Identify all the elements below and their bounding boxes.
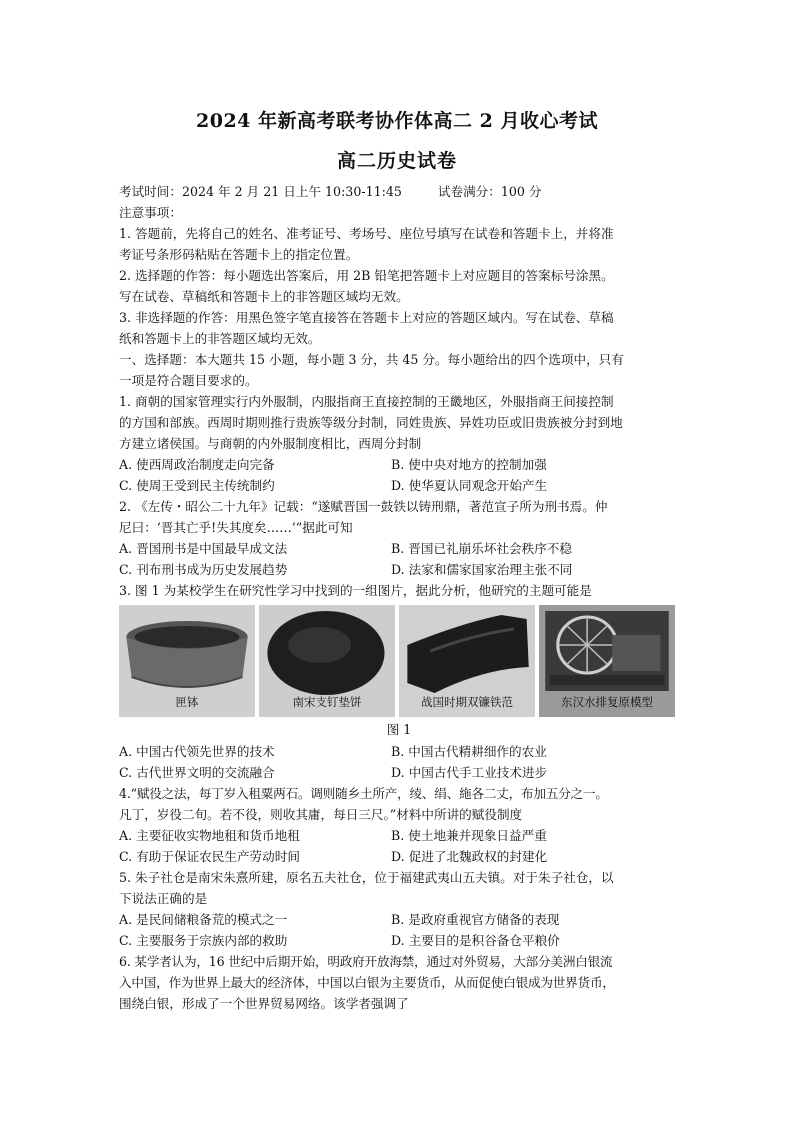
option-c[interactable]: C. 主要服务于宗族内部的救助 (119, 933, 288, 948)
question-2-stem: 2. 《左传・昭公二十九年》记载：“遂赋晋国一鼓铁以铸刑鼎，著范宣子所为刑书焉。仲 (119, 499, 608, 514)
notice-line: 2. 选择题的作答：每小题选出答案后，用 2B 铅笔把答题卡上对应题目的答案标号涂黑。 (119, 268, 614, 283)
question-6-stem: 入中国，作为世界上最大的经济体，中国以白银为主要货币，从而促使白银成为世界货币， (119, 975, 615, 990)
notice-line: 1. 答题前，先将自己的姓名、准考证号、考场号、座位号填写在试卷和答题卡上，并将准 (119, 226, 614, 241)
option-d[interactable]: D. 中国古代手工业技术进步 (391, 765, 548, 780)
option-b[interactable]: B. 使土地兼并现象日益严重 (391, 828, 547, 843)
question-3-stem: 3. 图 1 为某校学生在研究性学习中找到的一组图片，据此分析，他研究的主题可能是 (119, 583, 592, 598)
figure-1 (119, 605, 675, 717)
exam-title: 2024 年新高考联考协作体高二 2 月收心考试 (196, 110, 598, 132)
question-2-options (119, 559, 679, 580)
section-heading: 一、选择题：本大题共 15 小题，每小题 3 分，共 45 分。每小题给出的四个选项中，只有 (119, 352, 624, 367)
option-c[interactable]: C. 刊布刑书成为历史发展趋势 (119, 562, 288, 577)
waterwheel-photo-icon (539, 605, 675, 717)
option-b[interactable]: B. 中国古代精耕细作的农业 (391, 744, 547, 759)
option-a[interactable]: A. 中国古代领先世界的技术 (119, 744, 275, 759)
figure-caption: 图 1 (386, 722, 412, 737)
question-3-options (119, 741, 679, 762)
question-3-options (119, 762, 679, 783)
section-heading: 一项是符合题目要求的。 (119, 373, 258, 388)
question-5-stem: 5. 朱子社仓是南宋朱熹所建，原名五夫社仓，位于福建武夷山五夫镇。对于朱子社仓，以 (119, 870, 614, 885)
paper-subtitle: 高二历史试卷 (336, 150, 457, 172)
image-label: 南宋支钉垫饼 (292, 695, 362, 709)
option-a[interactable]: A. 主要征收实物地租和货币地租 (119, 828, 300, 843)
notice-line: 写在试卷、草稿纸和答题卡上的非答题区域均无效。 (119, 289, 409, 304)
option-d[interactable]: D. 使华夏认同观念开始产生 (391, 478, 548, 493)
question-2-options (119, 538, 679, 559)
exam-info (119, 181, 679, 202)
question-1-stem: 的方国和部族。西周时期则推行贵族等级分封制，同姓贵族、异姓功臣或旧贵族被分封到地 (119, 415, 623, 430)
option-a[interactable]: A. 晋国刑书是中国最早成文法 (119, 541, 288, 556)
option-a[interactable]: A. 使西周政治制度走向完备 (119, 457, 275, 472)
question-2-stem: 尼曰：‘晋其亡乎!失其度矣……’”据此可知 (119, 520, 353, 535)
image-label: 东汉水排复原模型 (561, 695, 653, 709)
option-b[interactable]: B. 晋国已礼崩乐坏社会秩序不稳 (391, 541, 572, 556)
bowl-photo-icon (119, 605, 255, 717)
question-5-options (119, 930, 679, 951)
option-b[interactable]: B. 使中央对地方的控制加强 (391, 457, 547, 472)
option-c[interactable]: C. 使周王受到民主传统制约 (119, 478, 275, 493)
option-a[interactable]: A. 是民间储粮备荒的模式之一 (119, 912, 288, 927)
question-1-options (119, 475, 679, 496)
question-5-options (119, 909, 679, 930)
question-5-stem: 下说法正确的是 (119, 891, 208, 906)
question-4-options (119, 846, 679, 867)
question-6-stem: 6. 某学者认为，16 世纪中后期开始，明政府开放海禁，通过对外贸易，大部分美洲白银流 (119, 954, 613, 969)
option-d[interactable]: D. 主要目的是积谷备仓平粮价 (391, 933, 560, 948)
question-4-stem: 4.“赋役之法，每丁岁入租粟两石。调则随乡土所产，绫、绢、絁各二丈，布加五分之一。 (119, 786, 608, 801)
question-6-stem: 围绕白银，形成了一个世界贸易网络。该学者强调了 (119, 996, 409, 1011)
notice-line: 纸和答题卡上的非答题区域均无效。 (119, 331, 321, 346)
question-1-stem: 方建立诸侯国。与商朝的内外服制度相比，西周分封制 (119, 436, 422, 451)
notice-line: 考证号条形码粘贴在答题卡上的指定位置。 (119, 247, 359, 262)
question-1-stem: 1. 商朝的国家管理实行内外服制，内服指商王直接控制的王畿地区，外服指商王间接控制 (119, 394, 614, 409)
image-label: 战国时期双镰铁范 (421, 695, 513, 709)
option-d[interactable]: D. 法家和儒家国家治理主张不同 (391, 562, 573, 577)
notice-line: 3. 非选择题的作答：用黑色签字笔直接答在答题卡上对应的答题区域内。写在试卷、草稿 (119, 310, 614, 325)
question-4-options (119, 825, 679, 846)
exam-body (119, 181, 679, 1014)
option-b[interactable]: B. 是政府重视官方储备的表现 (391, 912, 560, 927)
full-score: 试卷满分：100 分 (437, 184, 542, 199)
option-c[interactable]: C. 有助于保证农民生产劳动时间 (119, 849, 300, 864)
option-d[interactable]: D. 促进了北魏政权的封建化 (391, 849, 548, 864)
question-4-stem: 凡丁，岁役二旬。若不役，则收其庸，每日三尺。”材料中所讲的赋役制度 (119, 807, 523, 822)
notice-heading: 注意事项： (119, 205, 182, 220)
question-1-options (119, 454, 679, 475)
mold-photo-icon (399, 605, 535, 717)
image-label: 匣钵 (175, 695, 199, 709)
option-c[interactable]: C. 古代世界文明的交流融合 (119, 765, 275, 780)
disc-photo-icon (259, 605, 395, 717)
exam-time: 考试时间：2024 年 2 月 21 日上午 10:30-11:45 (119, 184, 402, 199)
